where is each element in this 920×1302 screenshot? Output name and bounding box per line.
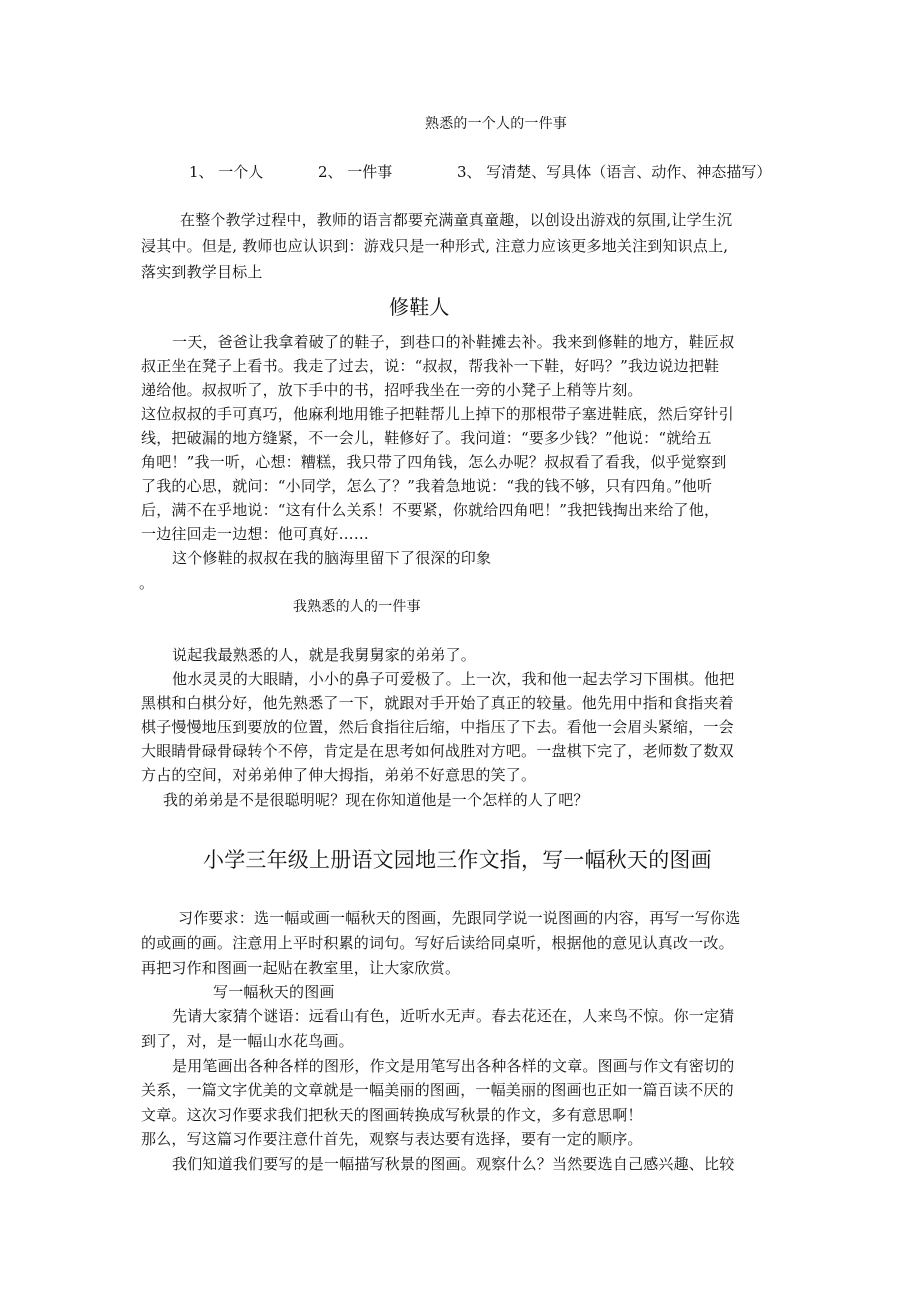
essay1-line: 递给他。叔叔听了，放下手中的书，招呼我坐在一旁的小凳子上稍等片刻。 <box>141 381 643 399</box>
essay3-line: 再把习作和图画一起贴在教室里，让大家欣赏。 <box>141 959 461 977</box>
intro-line: 浸其中。但是, 教师也应认识到：游戏只是一种形式, 注意力应该更多地关注到知识点上, <box>141 237 729 255</box>
essay3-line: 关系，一篇文字优美的文章就是一幅美丽的图画，一幅美丽的图画也正如一篇百读不厌的 <box>141 1081 734 1099</box>
essay3-line: 是用笔画出各种各样的图形，作文是用笔写出各种各样的文章。图画与作文有密切的 <box>172 1057 735 1075</box>
essay3-line: 的或画的画。注意用上平时积累的词句。写好后读给同桌听，根据他的意见认真改一改。 <box>141 934 734 952</box>
essay1-line: 这位叔叔的手可真巧，他麻利地用锥子把鞋帮儿上掉下的那根带子塞进鞋底，然后穿针引 <box>141 405 734 423</box>
outline-item-1: 1、 一个人 <box>189 163 264 181</box>
essay3-line: 我们知道我们要写的是一幅描写秋景的图画。观察什么？当然要选自己感兴趣、比较 <box>172 1155 735 1173</box>
essay2-line: 方占的空间，对弟弟伸了伸大拇指，弟弟不好意思的笑了。 <box>141 766 537 784</box>
essay3-line: 到了，对，是一幅山水花鸟画。 <box>141 1032 354 1050</box>
essay1-line: 一边往回走一边想：他可真好…… <box>141 525 370 543</box>
essay1-line: 角吧！”我一听，心想：糟糕，我只带了四角钱，怎么办呢？叔叔看了看我，似乎觉察到 <box>141 453 727 471</box>
essay2-line: 我的弟弟是不是很聪明呢？现在你知道他是一个怎样的人了吧？ <box>163 791 589 809</box>
essay1-line: 叔正坐在凳子上看书。我走了过去，说：“叔叔，帮我补一下鞋，好吗？”我边说边把鞋 <box>141 357 720 375</box>
outline-item-3: 3、 写清楚、写具体（语言、动作、神态描写） <box>457 163 772 181</box>
essay1-line: 线，把破漏的地方缝紧，不一会儿，鞋修好了。我问道：“要多少钱？”他说：“就给五 <box>141 429 712 447</box>
essay2-line: 说起我最熟悉的人，就是我舅舅家的弟弟了。 <box>172 646 477 664</box>
essay2-title: 我熟悉的人的一件事 <box>293 599 421 615</box>
document-title: 熟悉的一个人的一件事 <box>425 116 567 132</box>
essay1-line: 。 <box>139 574 155 592</box>
essay1-title: 修鞋人 <box>389 295 450 319</box>
essay3-line: 文章。这次习作要求我们把秋天的图画转换成写秋景的作文，多有意思啊！ <box>141 1106 643 1124</box>
intro-line: 落实到教学目标上 <box>141 263 263 281</box>
essay1-line: 这个修鞋的叔叔在我的脑海里留下了很深的印象 <box>172 549 492 567</box>
outline-item-2: 2、 一件事 <box>318 163 393 181</box>
essay3-line: 习作要求：选一幅或画一幅秋天的图画，先跟同学说一说图画的内容，再写一写你选 <box>178 909 741 927</box>
essay2-line: 他水灵灵的大眼睛，小小的鼻子可爱极了。上一次，我和他一起去学习下围棋。他把 <box>172 670 735 688</box>
essay2-line: 棋子慢慢地压到要放的位置，然后食指往后缩，中指压了下去。看他一会眉头紧缩，一会 <box>141 718 734 736</box>
essay3-subtitle: 写一幅秋天的图画 <box>213 983 335 1001</box>
essay1-line: 了我的心思，就问：“小同学，怎么了？”我着急地说：“我的钱不够，只有四角。”他听 <box>141 477 713 495</box>
essay3-title: 小学三年级上册语文园地三作文指，写一幅秋天的图画 <box>203 848 712 872</box>
essay1-line: 后，满不在乎地说：“这有什么关系！不要紧，你就给四角吧！”我把钱掏出来给了他， <box>141 501 720 519</box>
essay2-line: 黑棋和白棋分好，他先熟悉了一下，就跟对手开始了真正的较量。他先用中指和食指夹着 <box>141 694 734 712</box>
essay2-line: 大眼睛骨碌骨碌转个不停，肯定是在思考如何战胜对方吧。一盘棋下完了，老师数了数双 <box>141 742 734 760</box>
essay3-line: 那么，写这篇习作要注意什首先，观察与表达要有选择，要有一定的顺序。 <box>141 1130 643 1148</box>
intro-line: 在整个教学过程中，教师的语言都要充满童真童趣，以创设出游戏的氛围,让学生沉 <box>180 211 733 229</box>
essay3-line: 先请大家猜个谜语：远看山有色，近听水无声。春去花还在，人来鸟不惊。你一定猜 <box>172 1007 735 1025</box>
essay1-line: 一天，爸爸让我拿着破了的鞋子，到巷口的补鞋摊去补。我来到修鞋的地方，鞋匠叔 <box>172 333 735 351</box>
